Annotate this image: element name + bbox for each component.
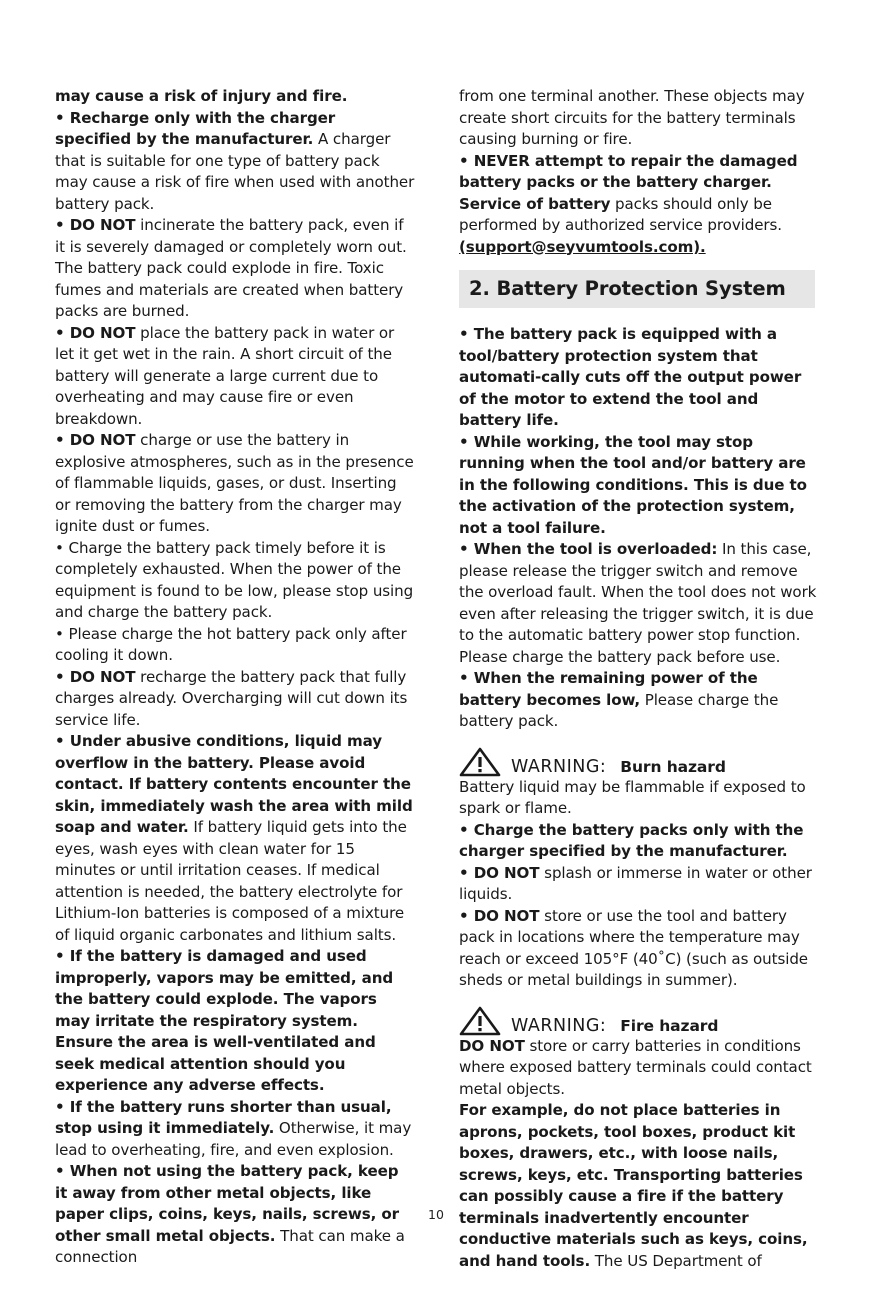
left-column bbox=[55, 86, 415, 1269]
warning-triangle-icon bbox=[459, 747, 501, 777]
paragraph: • If the battery is damaged and used improperly, vapors may be emitted, and the battery could explode. The vapors may irritate the respiratory system. Ensure the area is well-ventilated and seek medical attention should you experience any adverse effects. bbox=[55, 947, 394, 1094]
paragraph: • If the battery runs shorter than usual, stop using it immediately. Otherwise, it may lead to overheating, fire, and even explosion. bbox=[55, 1097, 412, 1159]
paragraph: • When the remaining power of the battery becomes low, Please charge the battery pack. bbox=[459, 669, 779, 730]
paragraph: • DO NOT splash or immerse in water or other liquids. bbox=[459, 863, 812, 903]
paragraph: • While working, the tool may stop running when the tool and/or battery are in the following conditions. This is due to the activation of the protection system, not a tool failure. bbox=[459, 432, 807, 537]
page-number: 10 bbox=[428, 1207, 444, 1222]
warning-triangle-icon bbox=[459, 1006, 501, 1036]
paragraph: Battery liquid may be flammable if exposed to spark or flame. bbox=[459, 777, 806, 817]
warning-subtitle: Burn hazard bbox=[620, 757, 726, 776]
paragraph: DO NOT store or carry batteries in conditions where exposed battery terminals could contact metal objects. bbox=[459, 1036, 812, 1098]
paragraph: • When not using the battery pack, keep it away from other metal objects, like paper clips, coins, keys, nails, screws, or other small metal objects. That can make a connection bbox=[55, 1162, 405, 1266]
paragraph: • The battery pack is equipped with a tool/battery protection system that automati-cally cuts off the output power of the motor to extend the tool and battery life. bbox=[459, 325, 802, 429]
paragraph: may cause a risk of injury and fire. bbox=[55, 87, 348, 105]
paragraph: • DO NOT charge or use the battery in explosive atmospheres, such as in the presence of flammable liquids, gases, or dust. Inserting or removing the battery from the charger may ignite dust or fumes. bbox=[55, 431, 414, 535]
fire-warning-heading bbox=[459, 1006, 819, 1036]
right-column bbox=[459, 86, 819, 1272]
section-title: 2. Battery Protection System bbox=[459, 270, 815, 308]
paragraph: • DO NOT store or use the tool and battery pack in locations where the temperature may reach or exceed 105°F (40˚C) (such as outside sheds or metal buildings in summer). bbox=[459, 906, 808, 989]
burn-warning-heading bbox=[459, 747, 819, 777]
paragraph: • Charge the battery pack timely before it is completely exhausted. When the power of the equipment is found to be low, please stop using and charge the battery pack. bbox=[55, 538, 414, 621]
paragraph: • Recharge only with the charger specified by the manufacturer. A charger that is suitable for one type of battery pack may cause a risk of fire when used with another battery pack. bbox=[55, 108, 415, 213]
warning-label: WARNING: bbox=[511, 1015, 607, 1036]
paragraph: • NEVER attempt to repair the damaged battery packs or the battery charger. Service of battery packs should only be performed by authorized service providers. bbox=[459, 151, 798, 234]
paragraph: • Please charge the hot battery pack only after cooling it down. bbox=[55, 624, 407, 664]
warning-subtitle: Fire hazard bbox=[620, 1016, 719, 1035]
support-email[interactable]: (support@seyvumtools.com). bbox=[459, 237, 706, 256]
warning-label: WARNING: bbox=[511, 756, 607, 777]
paragraph: from one terminal another. These objects may create short circuits for the battery terminals causing burning or fire. bbox=[459, 87, 805, 148]
paragraph: For example, do not place batteries in aprons, pockets, tool boxes, product kit boxes, drawers, etc., with loose nails, screws, keys, etc. Transporting batteries can possibly cause a fire if the battery terminals inadvertently encounter conductive materials such as keys, coins, and hand tools. The US Department of bbox=[459, 1101, 808, 1270]
paragraph: • DO NOT recharge the battery pack that fully charges already. Overcharging will cut down its service life. bbox=[55, 667, 408, 729]
paragraph: • DO NOT place the battery pack in water or let it get wet in the rain. A short circuit of the battery will generate a large current due to overheating and may cause fire or even breakdown. bbox=[55, 323, 395, 428]
paragraph: • Under abusive conditions, liquid may overflow in the battery. Please avoid contact. If battery contents encounter the skin, immediately wash the area with mild soap and water. If battery liquid gets into the eyes, wash eyes with clean water for 15 minutes or until irritation ceases. If medical attention is needed, the battery electrolyte for Lithium-Ion batteries is composed of a mixture of liquid organic carbonates and lithium salts. bbox=[55, 732, 413, 944]
paragraph: • Charge the battery packs only with the charger specified by the manufacturer. bbox=[459, 820, 804, 860]
paragraph: • DO NOT incinerate the battery pack, even if it is severely damaged or completely worn out. The battery pack could explode in fire. Toxic fumes and materials are created when battery packs are burned. bbox=[55, 216, 407, 320]
paragraph: • When the tool is overloaded: In this case, please release the trigger switch and remove the overload fault. When the tool does not work even after releasing the trigger switch, it is due to the automatic battery power stop function. Please charge the battery pack before use. bbox=[459, 540, 817, 666]
